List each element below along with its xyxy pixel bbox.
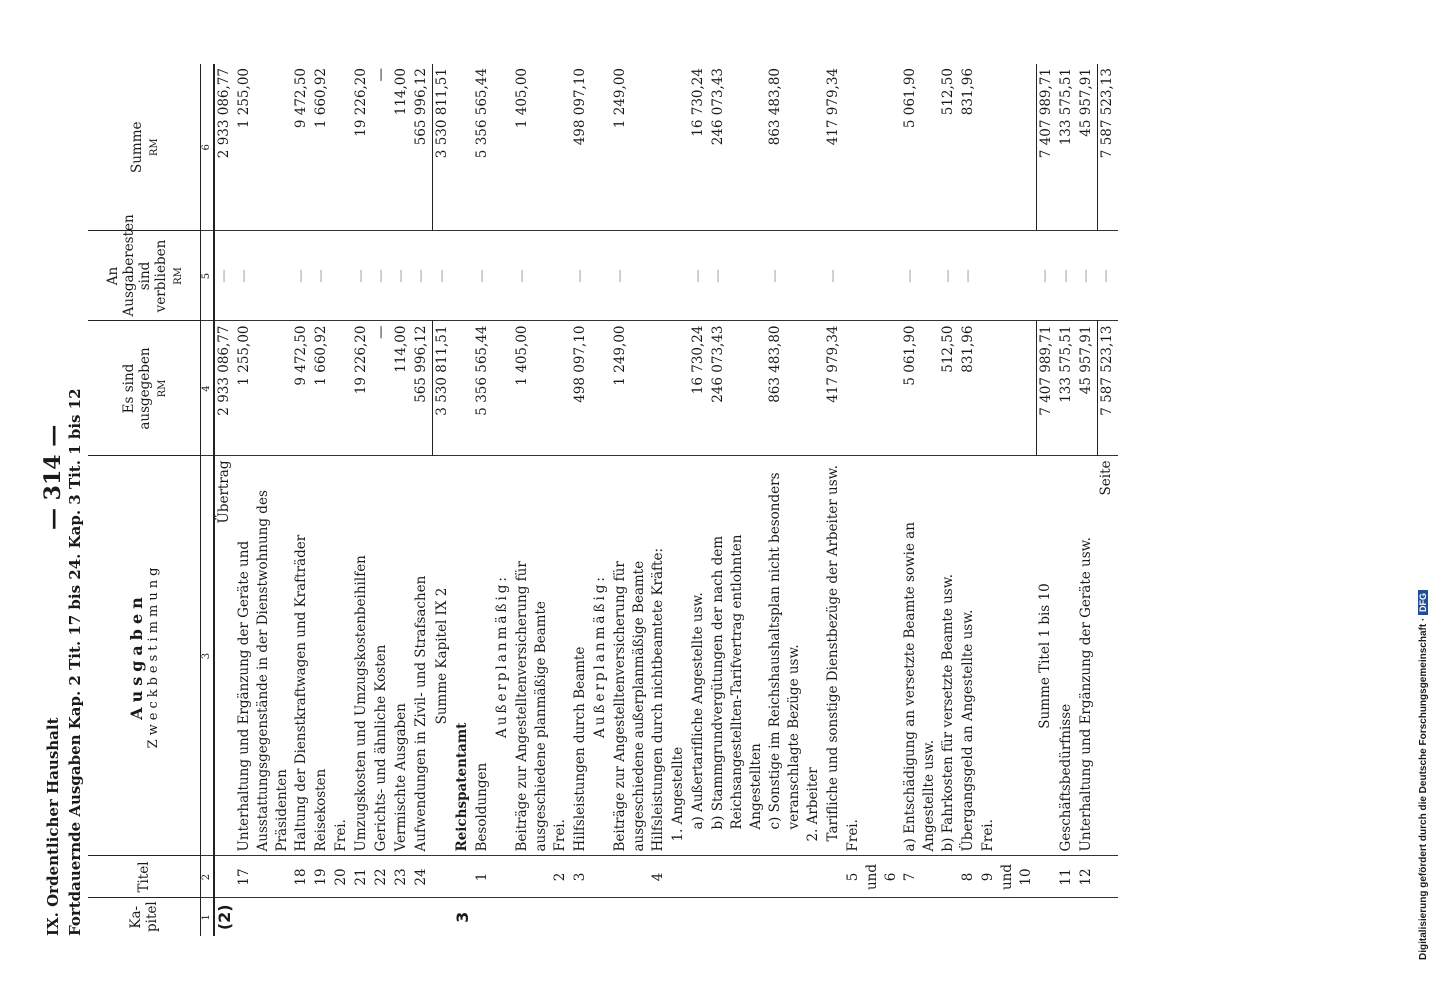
description-cell: Summe Kapitel IX 2 (433, 456, 454, 856)
kapitel-cell (493, 898, 513, 936)
reste-cell: — (939, 231, 959, 321)
page-number: — 314 — (40, 424, 66, 530)
kapitel-cell (649, 898, 669, 936)
summe-cell (493, 64, 513, 231)
summe-cell: — (372, 64, 392, 231)
reste-cell: — (473, 231, 493, 321)
titel-cell (939, 856, 959, 898)
ausgegeben-cell: 9 472,50 (292, 321, 312, 456)
reste-cell: — (513, 231, 551, 321)
description-cell: Frei. (844, 456, 901, 856)
titel-cell: 17 (235, 856, 292, 898)
table-row (959, 64, 979, 936)
summe-cell (669, 64, 689, 231)
summe-cell: 16 730,24 (689, 64, 709, 231)
titel-cell (669, 856, 689, 898)
reste-cell (649, 231, 669, 321)
table-row (352, 64, 372, 936)
reste-cell (979, 231, 1036, 321)
titel-cell: 24 (412, 856, 433, 898)
description-cell: Geschäftsbedürfnisse (1057, 456, 1077, 856)
titel-cell: 9 und 10 (979, 856, 1036, 898)
ausgegeben-cell: 45 957,91 (1077, 321, 1098, 456)
table-row (979, 64, 1036, 936)
description-cell: a) Entschädigung an versetzte Beamte sowie an Angestellte usw. (901, 456, 939, 856)
titel-cell: 2 (551, 856, 571, 898)
reste-cell: — (372, 231, 392, 321)
kapitel-cell (332, 898, 352, 936)
titel-cell: 1 (473, 856, 493, 898)
ausgegeben-cell (591, 321, 611, 456)
titel-cell: 22 (372, 856, 392, 898)
ausgegeben-cell (453, 321, 473, 456)
titel-cell: 23 (392, 856, 412, 898)
reste-cell (591, 231, 611, 321)
kapitel-cell (844, 898, 901, 936)
description-cell: Frei. (979, 456, 1036, 856)
titel-cell (493, 856, 513, 898)
table-row (453, 64, 473, 936)
reste-cell (332, 231, 352, 321)
table-row (332, 64, 352, 936)
reste-cell: — (1097, 231, 1118, 321)
col-number: 1 (201, 898, 215, 936)
kapitel-cell (433, 898, 454, 936)
titel-cell: 19 (312, 856, 332, 898)
summe-cell (453, 64, 473, 231)
titel-cell (709, 856, 766, 898)
col-number: 5 (201, 231, 215, 321)
summe-cell (332, 64, 352, 231)
table-row (1036, 64, 1057, 936)
ausgegeben-cell (669, 321, 689, 456)
table-row (689, 64, 709, 936)
titel-cell: 18 (292, 856, 312, 898)
description-cell: Tarifliche und sonstige Dienstbezüge der Arbeiter usw. (824, 456, 844, 856)
col-ausgegeben (88, 321, 201, 456)
summe-heading: Summe (128, 121, 145, 174)
reste-cell (669, 231, 689, 321)
description-cell: Vermischte Ausgaben (392, 456, 412, 856)
table-row (433, 64, 454, 936)
kapitel-cell (824, 898, 844, 936)
col-number: 6 (201, 64, 215, 231)
description-cell: Reisekosten (312, 456, 332, 856)
ausgaben-heading: Ausgaben (127, 592, 146, 720)
ausgegeben-cell (844, 321, 901, 456)
description-cell: 1. Angestellte (669, 456, 689, 856)
summe-cell: 7 587 523,13 (1097, 64, 1118, 231)
titel-cell (804, 856, 824, 898)
kapitel-cell (939, 898, 959, 936)
description-cell: Außerplanmäßig: (591, 456, 611, 856)
reste-cell: — (611, 231, 649, 321)
description-cell: Beiträge zur Angestelltenversicherung für ausgeschiedene außerplanmäßige Beamte (611, 456, 649, 856)
summe-cell (979, 64, 1036, 231)
header-haushalt: IX. Ordentlicher Haushalt (44, 717, 62, 936)
description-cell: Unterhaltung und Ergänzung der Geräte usw. (1077, 456, 1098, 856)
kapitel-cell (611, 898, 649, 936)
kapitel-cell (591, 898, 611, 936)
titel-cell (1036, 856, 1057, 898)
summe-cell: 19 226,20 (352, 64, 372, 231)
summe-cell: 863 483,80 (766, 64, 804, 231)
titel-cell: 3 (571, 856, 591, 898)
ausgegeben-cell: 512,50 (939, 321, 959, 456)
titel-cell: 5 und 6 (844, 856, 901, 898)
ausgegeben-cell: 3 530 811,51 (433, 321, 454, 456)
summe-cell (804, 64, 824, 231)
reste-cell: — (824, 231, 844, 321)
reste-cell: — (214, 231, 235, 321)
table-row (709, 64, 766, 936)
summe-cell: 114,00 (392, 64, 412, 231)
ausgegeben-cell (804, 321, 824, 456)
titel-cell (824, 856, 844, 898)
ausgegeben-cell: 565 996,12 (412, 321, 433, 456)
unit-label: RM (172, 267, 184, 285)
kapitel-cell (1057, 898, 1077, 936)
table-row (235, 64, 292, 936)
ausgegeben-cell: 114,00 (392, 321, 412, 456)
description-cell: Frei. (332, 456, 352, 856)
titel-cell (611, 856, 649, 898)
table-row (591, 64, 611, 936)
summe-cell (551, 64, 571, 231)
summe-cell: 1 405,00 (513, 64, 551, 231)
ausgegeben-cell (493, 321, 513, 456)
titel-cell (766, 856, 804, 898)
kapitel-cell (979, 898, 1036, 936)
table-row (551, 64, 571, 936)
ausgegeben-cell (332, 321, 352, 456)
ausgegeben-cell: 5 356 565,44 (473, 321, 493, 456)
ausgegeben-cell: 417 979,34 (824, 321, 844, 456)
ausgegeben-cell: 246 073,43 (709, 321, 766, 456)
ausgegeben-cell: 133 575,51 (1057, 321, 1077, 456)
kapitel-cell (352, 898, 372, 936)
summe-cell: 9 472,50 (292, 64, 312, 231)
reste-cell: — (901, 231, 939, 321)
col-titel: Titel (88, 856, 201, 898)
col-number: 3 (201, 456, 215, 856)
table-row (901, 64, 939, 936)
kapitel-cell: 3 (453, 911, 472, 923)
budget-table (88, 64, 1118, 936)
description-cell: Hilfsleistungen durch Beamte (571, 456, 591, 856)
titel-cell: 12 (1077, 856, 1098, 898)
summe-cell: 2 933 086,77 (214, 64, 235, 231)
summe-cell: 5 356 565,44 (473, 64, 493, 231)
ausgegeben-cell: 1 255,00 (235, 321, 292, 456)
table-row (1057, 64, 1077, 936)
reste-cell: — (1036, 231, 1057, 321)
description-cell: Reichspatentamt (453, 456, 473, 856)
kapitel-cell (392, 898, 412, 936)
kapitel-cell (235, 898, 292, 936)
reste-cell: — (1077, 231, 1098, 321)
table-row (824, 64, 844, 936)
summe-cell (649, 64, 669, 231)
summe-cell: 7 407 989,71 (1036, 64, 1057, 231)
summe-cell: 246 073,43 (709, 64, 766, 231)
description-cell: Hilfsleistungen durch nichtbeamtete Kräfte: (649, 456, 669, 856)
table-row (392, 64, 412, 936)
reste-cell: — (766, 231, 804, 321)
titel-cell: 21 (352, 856, 372, 898)
ausgegeben-cell (551, 321, 571, 456)
description-cell: 2. Arbeiter (804, 456, 824, 856)
ausgegeben-cell: 7 407 989,71 (1036, 321, 1057, 456)
zweckbestimmung-heading: Zweckbestimmung (146, 563, 161, 749)
kapitel-cell (513, 898, 551, 936)
table-row (1077, 64, 1098, 936)
table-row (1097, 64, 1118, 936)
ausgegeben-cell: 831,96 (959, 321, 979, 456)
summe-cell: 45 957,91 (1077, 64, 1098, 231)
table-row (473, 64, 493, 936)
kapitel-cell (709, 898, 766, 936)
kapitel-cell (901, 898, 939, 936)
reste-cell: — (292, 231, 312, 321)
column-number-row (201, 64, 215, 936)
ausgegeben-cell: 19 226,20 (352, 321, 372, 456)
summe-cell: 1 660,92 (312, 64, 332, 231)
titel-cell (433, 856, 454, 898)
kapitel-cell (473, 898, 493, 936)
kapitel-cell (1077, 898, 1098, 936)
header-kapitel-titel: Fortdauernde Ausgaben Kap. 2 Tit. 17 bis 24. Kap. 3 Tit. 1 bis 12 (66, 388, 84, 936)
kapitel-cell (372, 898, 392, 936)
description-cell: Haltung der Dienstkraftwagen und Krafträder (292, 456, 312, 856)
description-cell: Summe Titel 1 bis 10 (1036, 456, 1057, 856)
table-row (214, 64, 235, 936)
reste-cell (844, 231, 901, 321)
reste-cell (804, 231, 824, 321)
description-cell: Aufwendungen in Zivil- und Strafsachen (412, 456, 433, 856)
description-cell: b) Fahrkosten für versetzte Beamte usw. (939, 456, 959, 856)
col-reste (88, 214, 201, 321)
description-cell: Unterhaltung und Ergänzung der Geräte und Ausstattungsgegenstände in der Dienstwohnung des Präsidenten (235, 456, 292, 856)
description-cell: Übertrag (214, 456, 235, 856)
reste-cell: — (433, 231, 454, 321)
kapitel-cell (1036, 898, 1057, 936)
summe-cell: 831,96 (959, 64, 979, 231)
table-row (312, 64, 332, 936)
kapitel-cell (766, 898, 804, 936)
description-cell: b) Stammgrundvergütungen der nach dem Reichsangestellten-Tarifvertrag entlohnten Angestellten (709, 456, 766, 856)
table-row (611, 64, 649, 936)
kapitel-cell (804, 898, 824, 936)
description-cell: a) Außertarifliche Angestellte usw. (689, 456, 709, 856)
reste-cell: — (352, 231, 372, 321)
reste-cell: — (412, 231, 433, 321)
col-number: 2 (201, 856, 215, 898)
description-cell: Besoldungen (473, 456, 493, 856)
reste-heading: An Ausgaberesten sind verblieben (104, 214, 169, 317)
description-cell: Außerplanmäßig: (493, 456, 513, 856)
table-row (939, 64, 959, 936)
kapitel-cell (312, 898, 332, 936)
reste-cell: — (392, 231, 412, 321)
ausgegeben-cell: 498 097,10 (571, 321, 591, 456)
summe-cell: 133 575,51 (1057, 64, 1077, 231)
reste-cell: — (1057, 231, 1077, 321)
ausgegeben-cell: 1 249,00 (611, 321, 649, 456)
description-cell: Frei. (551, 456, 571, 856)
unit-label: RM (156, 379, 168, 398)
kapitel-cell (959, 898, 979, 936)
description-cell: Umzugskosten und Umzugskostenbeihilfen (352, 456, 372, 856)
col-summe (88, 64, 201, 231)
titel-cell: 20 (332, 856, 352, 898)
titel-cell (591, 856, 611, 898)
description-cell: c) Sonstige im Reichshaushaltsplan nicht besonders veranschlagte Bezüge usw. (766, 456, 804, 856)
summe-cell: 1 255,00 (235, 64, 292, 231)
kapitel-cell: (2) (215, 904, 234, 931)
summe-cell: 1 249,00 (611, 64, 649, 231)
titel-cell (214, 856, 235, 898)
table-row (513, 64, 551, 936)
kapitel-cell (1097, 898, 1118, 936)
summe-cell (591, 64, 611, 231)
titel-cell: 4 (649, 856, 669, 898)
titel-cell (513, 856, 551, 898)
reste-cell: — (689, 231, 709, 321)
summe-cell (844, 64, 901, 231)
table-row (844, 64, 901, 936)
table-row (669, 64, 689, 936)
ausgegeben-cell: 7 587 523,13 (1097, 321, 1118, 456)
column-header-row (88, 64, 201, 936)
table-row (372, 64, 392, 936)
reste-cell (453, 231, 473, 321)
ausgegeben-cell: 2 933 086,77 (214, 321, 235, 456)
reste-cell: — (312, 231, 332, 321)
ausgegeben-cell: 1 660,92 (312, 321, 332, 456)
ausgegeben-cell: — (372, 321, 392, 456)
kapitel-cell (412, 898, 433, 936)
kapitel-cell (571, 898, 591, 936)
reste-cell (493, 231, 513, 321)
table-row (571, 64, 591, 936)
titel-cell: 11 (1057, 856, 1077, 898)
table-row (649, 64, 669, 936)
reste-cell (551, 231, 571, 321)
ausgegeben-cell: 863 483,80 (766, 321, 804, 456)
reste-cell: — (235, 231, 292, 321)
credit-text: Digitalisierung gefördert durch die Deutsche Forschungsgemeinschaft · (1418, 617, 1429, 960)
reste-cell: — (709, 231, 766, 321)
ausgegeben-cell (979, 321, 1036, 456)
description-cell: Gerichts- und ähnliche Kosten (372, 456, 392, 856)
kapitel-cell (551, 898, 571, 936)
digitization-credit (1418, 40, 1434, 970)
ausgegeben-cell: 16 730,24 (689, 321, 709, 456)
ausgegeben-heading: Es sind ausgegeben (120, 347, 153, 430)
summe-cell: 512,50 (939, 64, 959, 231)
col-kapitel: Ka-pitel (88, 898, 201, 936)
table-row (292, 64, 312, 936)
description-cell: Beiträge zur Angestelltenversicherung für ausgeschiedene planmäßige Beamte (513, 456, 551, 856)
ausgegeben-cell: 5 061,90 (901, 321, 939, 456)
kapitel-cell (669, 898, 689, 936)
titel-cell (689, 856, 709, 898)
dfg-logo: DFG (1418, 590, 1428, 615)
summe-cell: 5 061,90 (901, 64, 939, 231)
unit-label: RM (148, 138, 160, 157)
kapitel-cell (689, 898, 709, 936)
ausgegeben-cell (649, 321, 669, 456)
table-row (804, 64, 824, 936)
summe-cell: 417 979,34 (824, 64, 844, 231)
reste-cell: — (571, 231, 591, 321)
kapitel-cell (292, 898, 312, 936)
titel-cell (453, 856, 473, 898)
reste-cell: — (959, 231, 979, 321)
col-ausgaben (88, 456, 201, 856)
description-cell: Übergangsgeld an Angestellte usw. (959, 456, 979, 856)
titel-cell (1097, 856, 1118, 898)
titel-cell: 8 (959, 856, 979, 898)
col-number: 4 (201, 321, 215, 456)
summe-cell: 565 996,12 (412, 64, 433, 231)
summe-cell: 3 530 811,51 (433, 64, 454, 231)
summe-cell: 498 097,10 (571, 64, 591, 231)
table-row (412, 64, 433, 936)
description-cell: Seite (1097, 456, 1118, 856)
table-row (493, 64, 513, 936)
ausgegeben-cell: 1 405,00 (513, 321, 551, 456)
titel-cell: 7 (901, 856, 939, 898)
table-row (766, 64, 804, 936)
